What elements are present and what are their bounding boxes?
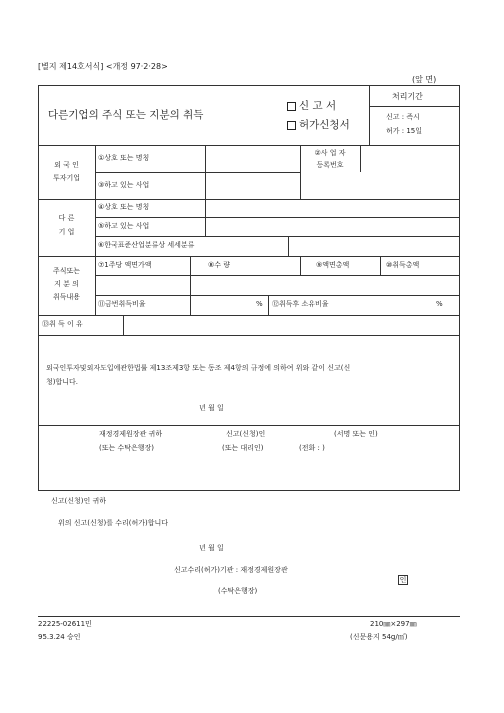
addressee-minister: 재정경제원장관 귀하	[99, 430, 163, 438]
page-side: (앞 면)	[412, 75, 437, 84]
foreign-business-field[interactable]	[206, 173, 299, 199]
acquisition-label-1: 주식또는	[52, 267, 81, 275]
quantity-field[interactable]	[191, 276, 300, 295]
face-value-header: ⑦1주당 액면가액	[98, 261, 152, 269]
ratio-this-percent: %	[256, 300, 263, 308]
reason-field[interactable]	[124, 316, 459, 335]
processing-report: 신고 : 즉시	[386, 113, 420, 121]
classification-field[interactable]	[289, 237, 459, 256]
total-face-header: ⑨액면총액	[316, 261, 350, 269]
foreign-investor-label-1: 외 국 인	[54, 161, 79, 169]
paper-type: (신문용지 54g/㎡)	[350, 633, 408, 641]
foreign-name-field[interactable]	[206, 146, 299, 172]
acquisition-label-2: 지 분 의	[54, 280, 79, 288]
declaration-date: 년 월 일	[199, 404, 224, 412]
ratio-after-percent: %	[436, 300, 443, 308]
form-number: [별지 제14호서식] <개정 97·2·28>	[38, 62, 168, 71]
paper-size: 210㎜×297㎜	[370, 620, 417, 628]
receipt-addressee: 신고(신청)인 귀하	[51, 497, 107, 505]
addressee-bank: (또는 수탁은행장)	[99, 444, 155, 452]
acquisition-label-3: 취득내용	[52, 293, 81, 301]
classification-label: ⑥한국표준산업분류상 세세분류	[98, 241, 195, 249]
applicant-label: 신고(신청)인	[226, 430, 266, 438]
other-name-field[interactable]	[206, 200, 459, 217]
receipt-authority-bank: (수탁은행장)	[218, 587, 258, 595]
declaration-line-2: 청)합니다.	[46, 378, 79, 386]
agent-label: (또는 대리인)	[222, 444, 264, 452]
sign-or-seal: (서명 또는 인)	[334, 430, 378, 438]
approval-date: 95.3.24 승인	[38, 633, 81, 641]
declaration-line-1: 외국인투자및외자도입에관한법률 제13조제3항 또는 동조 제4항의 규정에 의하여 위와 같이 신고(신	[46, 364, 351, 372]
receipt-text: 위의 신고(신청)를 수리(허가)합니다	[58, 519, 169, 527]
report-option-label: 신 고 서	[299, 100, 337, 112]
permit-option-label: 허가신청서	[299, 119, 350, 131]
foreign-business-label: ③하고 있는 사업	[98, 181, 150, 189]
report-checkbox[interactable]	[287, 102, 296, 111]
reason-label: ⑬취 득 이 유	[42, 320, 83, 328]
form-title: 다른기업의 주식 또는 지분의 취득	[48, 109, 204, 121]
business-reg-number-field[interactable]	[361, 146, 459, 172]
processing-period-label: 처리기간	[392, 92, 423, 101]
total-acquisition-header: ⑩취득총액	[386, 261, 420, 269]
seal-mark: 인	[399, 576, 407, 584]
processing-permit: 허가 : 15일	[386, 127, 423, 135]
ratio-after-label: ⑫취득후 소유비율	[272, 300, 329, 308]
permit-checkbox[interactable]	[287, 121, 296, 130]
foreign-name-label: ①상호 또는 명칭	[98, 154, 150, 162]
ratio-this-field[interactable]	[191, 296, 253, 315]
foreign-investor-label-2: 투자기업	[52, 174, 81, 182]
quantity-header: ⑧수 량	[208, 261, 231, 269]
total-face-field[interactable]	[301, 276, 380, 295]
form-code: 22225-02611민	[38, 620, 92, 628]
other-business-field[interactable]	[206, 218, 459, 236]
total-acquisition-field[interactable]	[381, 276, 459, 295]
other-name-label: ④상호 또는 명칭	[98, 203, 150, 211]
business-reg-label-2: 등록번호	[316, 161, 344, 169]
other-business-label: ⑤하고 있는 사업	[98, 222, 150, 230]
receipt-date: 년 월 일	[199, 544, 224, 552]
receipt-authority: 신고수리(허가)기관 : 재정경제원장관	[174, 566, 288, 574]
phone-label: (전화 : )	[299, 444, 325, 452]
business-reg-label-1: ②사 업 자	[314, 149, 346, 157]
other-company-label-1: 다 른	[58, 214, 75, 222]
ratio-after-field[interactable]	[365, 296, 433, 315]
other-company-label-2: 기 업	[58, 228, 75, 236]
face-value-field[interactable]	[96, 276, 190, 295]
ratio-this-label: ⑪금번취득비율	[98, 300, 146, 308]
